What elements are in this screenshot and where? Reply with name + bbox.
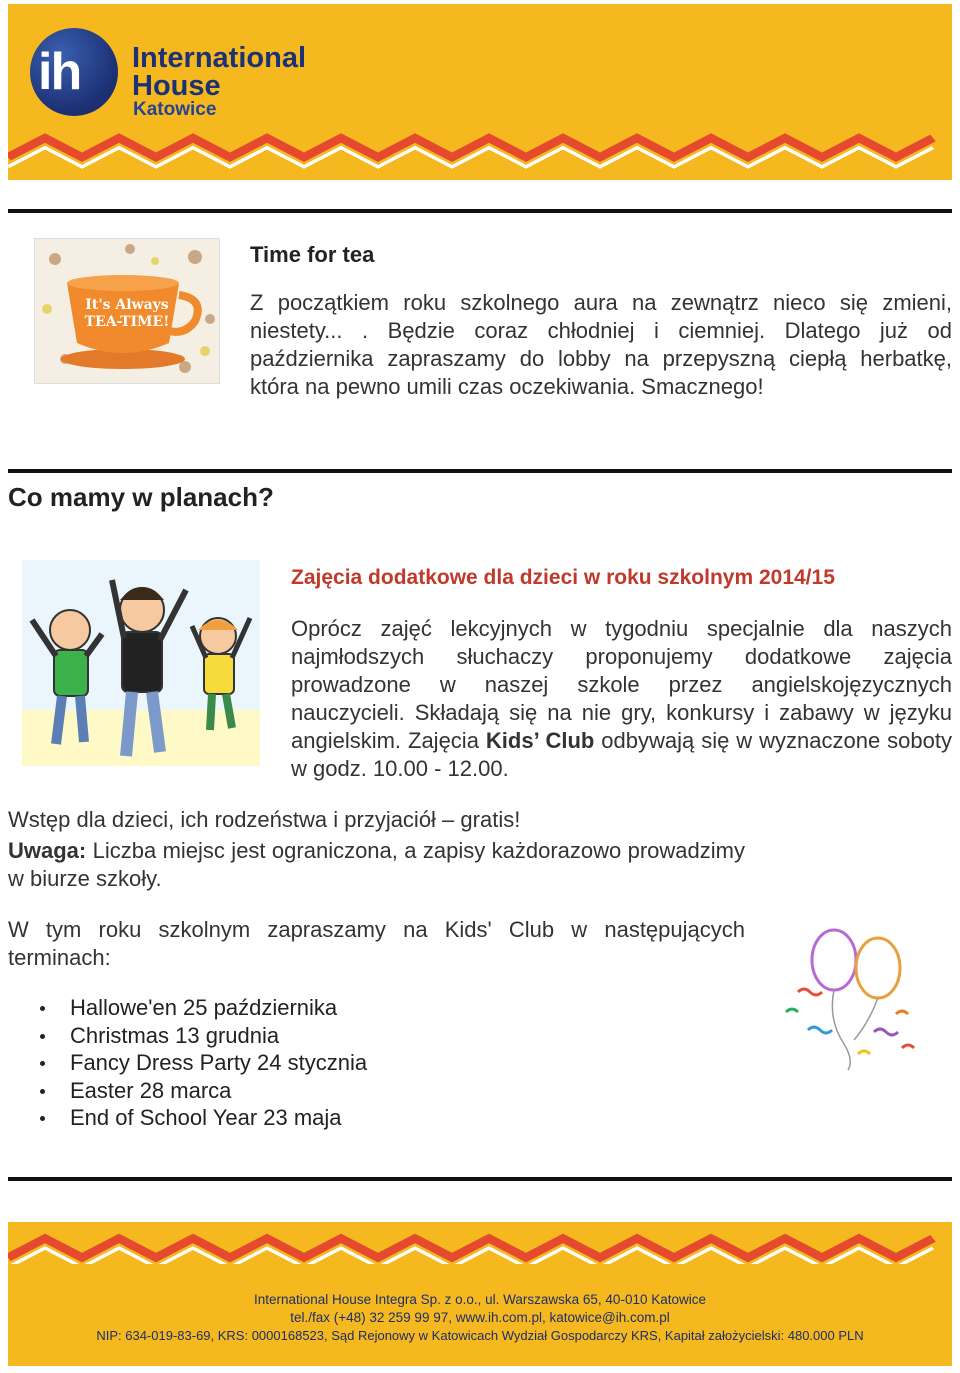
list-item: End of School Year 23 maja — [8, 1104, 708, 1132]
balloons-image — [778, 920, 936, 1072]
footer-legal: NIP: 634-019-83-69, KRS: 0000168523, Sąd Rejonowy w Katowicach Wydział Gospodarczy KRS, Kapitał założycielski: 480.000 PLN — [96, 1328, 864, 1343]
note-text: Liczba miejsc jest ograniczona, a zapisy każdorazowo prowadzimy w biurze szkoły. — [8, 838, 745, 891]
list-item: Fancy Dress Party 24 stycznia — [8, 1049, 708, 1077]
logo-mark-text: ih — [38, 43, 81, 101]
schedule-intro: W tym roku szkolnym zapraszamy na Kids' Club w następujących terminach: — [8, 917, 745, 970]
logo-name-line1: International — [132, 42, 307, 74]
tea-body: Z początkiem roku szkolnego aura na zewnątrz nieco się zmieni, niestety... . Będzie coraz chłodniej i ciemniej. Dlatego już od października zapraszamy do lobby na przepyszną ciepłą herbatkę, która na pewno umili czas oczekiwania. Smacznego! — [250, 290, 952, 399]
tea-image-caption: It's Always TEA-TIME! — [84, 297, 170, 330]
logo-name-line3: Katowice — [133, 99, 217, 120]
list-item: Easter 28 marca — [8, 1077, 708, 1105]
kids-club-name: Kids’ Club — [485, 728, 595, 753]
footer-contact[interactable]: tel./fax (+48) 32 259 99 97, www.ih.com.pl, katowice@ih.com.pl — [290, 1310, 670, 1325]
header-banner — [8, 4, 952, 180]
note-label: Uwaga: — [8, 838, 87, 863]
section-heading: Co mamy w planach? — [8, 482, 274, 512]
footer-banner — [8, 1222, 952, 1366]
footer-address: International House Integra Sp. z o.o., ul. Warszawska 65, 40-010 Katowice — [254, 1292, 706, 1307]
free-entry-text: Wstęp dla dzieci, ich rodzeństwa i przyjaciół – gratis! — [8, 807, 521, 832]
divider — [8, 1177, 952, 1181]
registration-note — [8, 837, 745, 893]
kids-body-part1: Oprócz zajęć lekcyjnych w tygodniu specjalnie dla naszych najmłodszych słuchaczy proponujemy dodatkowe zajęcia prowadzone w naszej szkole przez angielskojęzycznych nauczycieli. Składają się na nie gry, konkursy i zabawy w języku angielskim. Zajęcia — [291, 616, 952, 753]
kids-body-part2: odbywają się w wyznaczone soboty w godz. 10.00 - 12.00. — [291, 728, 953, 781]
logo-name-line2: House — [132, 70, 221, 102]
kids-club-description — [291, 615, 952, 783]
list-item: Christmas 13 grudnia — [8, 1022, 708, 1050]
tea-time-image — [34, 238, 220, 384]
divider — [8, 469, 952, 473]
divider — [8, 209, 952, 213]
list-item: Hallowe'en 25 października — [8, 994, 708, 1022]
kids-club-title: Zajęcia dodatkowe dla dzieci w roku szkolnym 2014/15 — [291, 566, 835, 589]
kids-illustration — [22, 560, 260, 766]
zigzag-decoration — [8, 1224, 952, 1264]
event-list — [8, 994, 708, 1132]
tea-title: Time for tea — [250, 242, 375, 267]
zigzag-decoration — [8, 130, 952, 170]
